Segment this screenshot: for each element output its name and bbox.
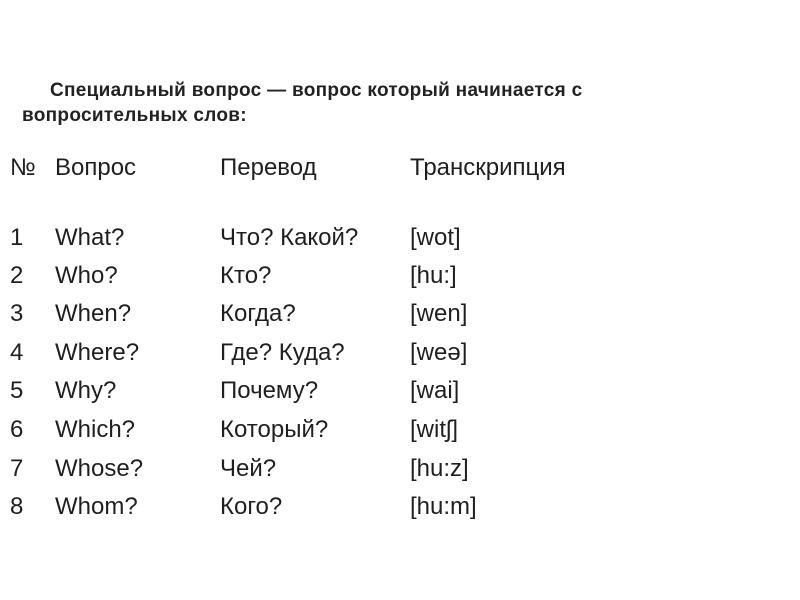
row-2-num: 2 — [10, 262, 24, 289]
slide-heading: Специальный вопрос — вопрос который начинается с вопросительных слов: — [22, 80, 583, 126]
row-5-question: Why? — [55, 377, 117, 404]
row-2-transcription: [hu:] — [410, 262, 457, 289]
row-6-translation: Который? — [220, 416, 329, 443]
row-5-transcription: [wai] — [410, 377, 460, 404]
row-8-transcription: [hu:m] — [410, 493, 477, 520]
row-4-translation: Где? Куда? — [220, 339, 345, 366]
row-1-translation: Что? Какой? — [220, 224, 359, 251]
row-7-question: Whose? — [55, 455, 144, 482]
row-3-transcription: [wen] — [410, 300, 468, 327]
row-7-num: 7 — [10, 455, 24, 482]
header-transcription: Транскрипция — [410, 154, 566, 181]
row-7-translation: Чей? — [220, 455, 277, 482]
row-8-num: 8 — [10, 493, 24, 520]
row-3-translation: Когда? — [220, 300, 296, 327]
row-4-num: 4 — [10, 339, 24, 366]
row-1-num: 1 — [10, 224, 24, 251]
row-1-question: What? — [55, 224, 125, 251]
header-translation: Перевод — [220, 154, 317, 181]
header-num: № — [10, 154, 36, 181]
row-4-transcription: [weə] — [410, 339, 468, 366]
row-6-transcription: [witʃ] — [410, 416, 458, 443]
header-question: Вопрос — [55, 154, 137, 181]
row-4-question: Where? — [55, 339, 140, 366]
row-2-question: Who? — [55, 262, 118, 289]
row-3-question: When? — [55, 300, 132, 327]
row-6-num: 6 — [10, 416, 24, 443]
row-6-question: Which? — [55, 416, 136, 443]
row-8-question: Whom? — [55, 493, 138, 520]
row-5-num: 5 — [10, 377, 24, 404]
row-8-translation: Кого? — [220, 493, 283, 520]
row-5-translation: Почему? — [220, 377, 319, 404]
row-2-translation: Кто? — [220, 262, 272, 289]
row-1-transcription: [wot] — [410, 224, 461, 251]
row-3-num: 3 — [10, 300, 24, 327]
row-7-transcription: [hu:z] — [410, 455, 469, 482]
